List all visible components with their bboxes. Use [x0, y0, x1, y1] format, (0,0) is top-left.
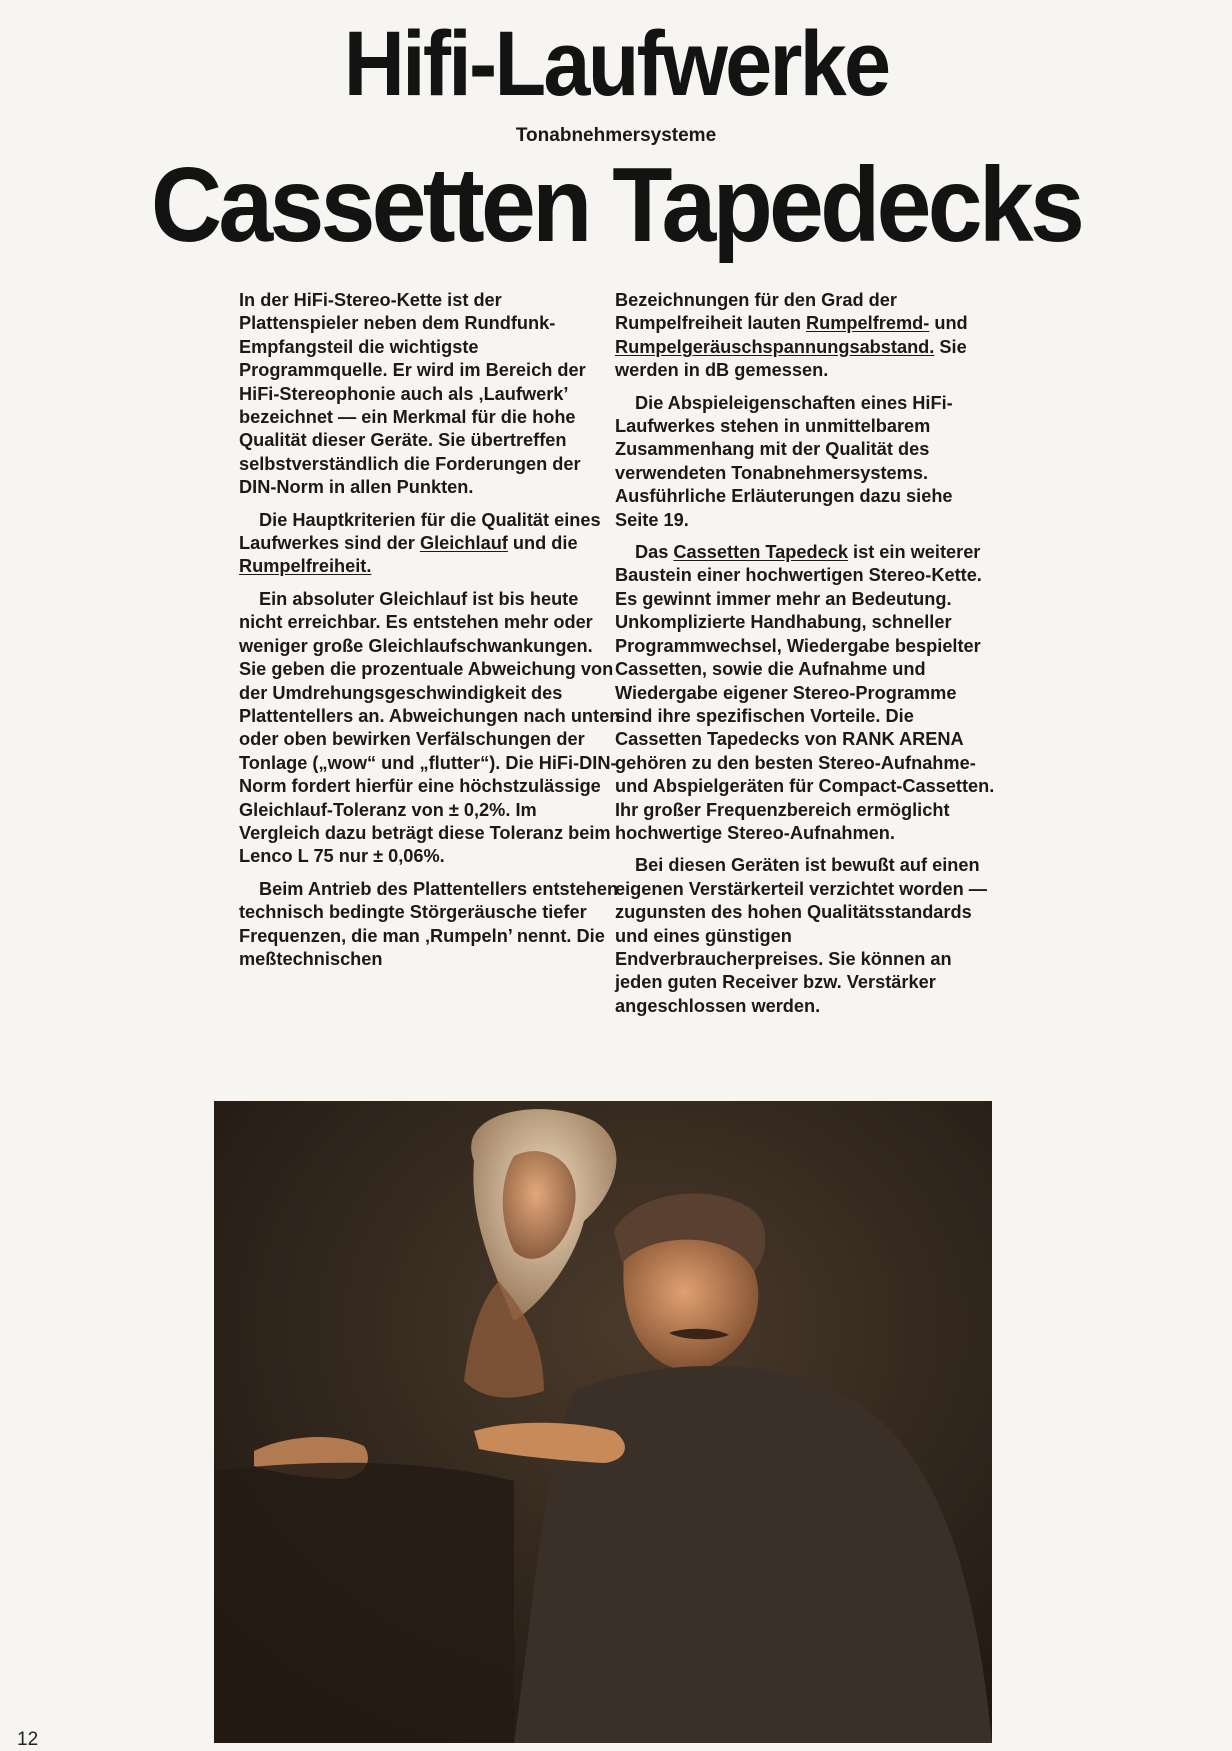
photo-illustration [214, 1101, 992, 1743]
underlined-term: Rumpelgeräuschspannungsabstand. [615, 336, 935, 357]
text-run: Beim Antrieb des Plattentellers entstehen technisch bedingte Störgeräusche tiefer Frequenzen, die man ‚Rumpeln’ nennt. Die meßtechnischen [239, 878, 619, 969]
text-run: Die Abspieleigenschaften eines HiFi-Laufwerkes stehen in unmittelbarem Zusammenhang mit der Qualität des verwendeten Tonabnehmersystems. Ausführliche Erläuterungen dazu siehe Seite 19. [615, 392, 953, 530]
paragraph [615, 854, 997, 1018]
text-run: Bezeichnungen für den Grad der Rumpelfreiheit lauten [615, 290, 897, 334]
text-column-left [239, 289, 621, 980]
subtitle-tonabnehmersysteme: Tonabnehmersysteme [515, 125, 717, 146]
armrest [214, 1463, 514, 1743]
text-run: Bei diesen Geräten ist bewußt auf einen eigenen Verstärkerteil verzichtet worden — zugunsten des hohen Qualitätsstandards und eines günstigen Endverbraucherpreises. Sie können an jeden guten Receiver bzw. Verstärker angeschlossen werden. [615, 855, 987, 1016]
paragraph [239, 878, 621, 972]
text-run: In der HiFi-Stereo-Kette ist der Plattenspieler neben dem Rundfunk-Empfangsteil die wichtigste Programmquelle. Er wird im Bereich der HiFi-Stereophonie auch als ‚Laufwerk’ bezeichnet — ein Merkmal für die hohe Qualität dieser Geräte. Sie übertreffen selbstverständlich die Forderungen der DIN-Norm in allen Punkten. [239, 290, 586, 498]
paragraph [239, 289, 621, 500]
text-run: ist ein weiterer Baustein einer hochwertigen Stereo-Kette. Es gewinnt immer mehr an Bedeutung. Unkomplizierte Handhabung, schneller Programmwechsel, Wiedergabe bespielter Cassetten, sowie die Aufnahme und Wiedergabe eigener Stereo-Programme sind ihre spezifischen Vorteile. Die Cassetten Tapedecks von RANK ARENA gehören zu den besten Stereo-Aufnahme- und Abspielgeräten für Compact-Cassetten. Ihr großer Frequenzbereich ermöglicht hochwertige Stereo-Aufnahmen. [615, 542, 995, 843]
text-column-right [615, 289, 997, 1027]
paragraph [239, 509, 621, 579]
paragraph [615, 541, 997, 845]
title-hifi-laufwerke: Hifi-Laufwerke [343, 13, 889, 115]
underlined-term: Rumpelfremd- [806, 313, 930, 334]
paragraph [239, 588, 621, 869]
title-cassetten-tapedecks: Cassetten Tapedecks [150, 146, 1082, 264]
text-run: Die Hauptkriterien für die Qualität eines Laufwerkes sind der [239, 509, 601, 554]
text-run: Ein absoluter Gleichlauf ist bis heute nicht erreichbar. Es entstehen mehr oder weniger große Gleichlaufschwankungen. Sie geben die prozentuale Abweichung von der Umdrehungsgeschwindigkeit des Plattentellers an. Abweichungen nach unten oder oben bewirken Verfälschungen der Tonlage („wow“ und „flutter“). Die HiFi-DIN-Norm fordert hierfür eine höchstzulässige Gleichlauf-Toleranz von ± 0,2%. Im Vergleich dazu beträgt diese Toleranz beim Lenco L 75 nur ± 0,06%. [239, 588, 621, 867]
text-run: und [929, 313, 968, 334]
paragraph [615, 392, 997, 532]
text-run: Das [635, 542, 674, 563]
text-run: Sie werden in dB gemessen. [615, 336, 967, 381]
paragraph [615, 289, 997, 383]
photo-couple-listening [214, 1101, 992, 1743]
underlined-term: Rumpelfreiheit. [239, 556, 372, 577]
page-number: 12 [17, 1729, 39, 1750]
text-run: und die [507, 533, 578, 554]
underlined-term: Gleichlauf [419, 533, 508, 554]
underlined-term: Cassetten Tapedeck [673, 542, 848, 563]
